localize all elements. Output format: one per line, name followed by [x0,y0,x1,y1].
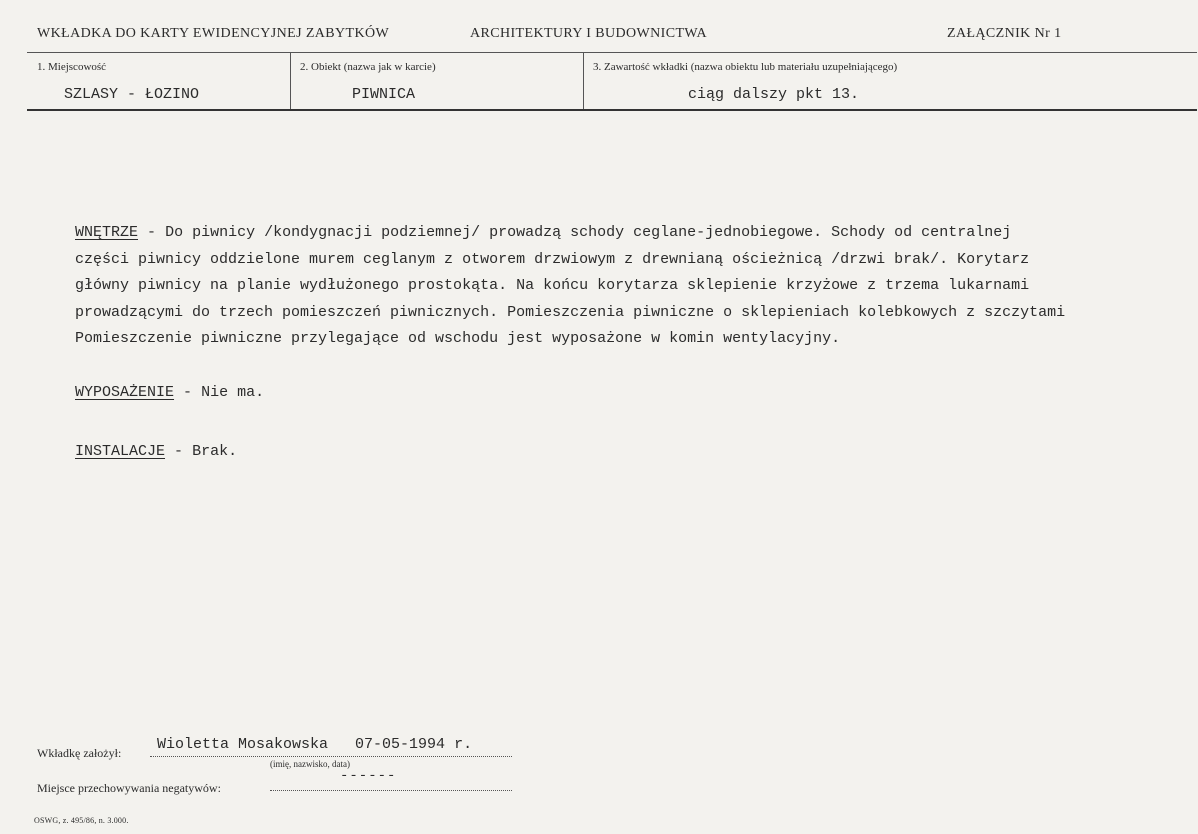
printer-imprint: OSWG, z. 495/86, n. 3.000. [34,816,129,825]
interior-line-5: Pomieszczenie piwniczne przylegające od wschodu jest wyposażone w komin wentylacyjny. [75,330,841,347]
object-label: 2. Obiekt (nazwa jak w karcie) [300,61,436,73]
installations-heading: INSTALACJE [75,443,166,460]
interior-heading: WNĘTRZE [75,224,139,241]
installations-section [75,443,237,460]
author-caption: (imię, nazwisko, data) [270,759,350,769]
negatives-value: ------ [340,768,397,784]
header-title: WKŁADKA DO KARTY EWIDENCYJNEJ ZABYTKÓW [37,26,390,41]
interior-dash: - [147,224,157,241]
locality-value: SZLASY - ŁOZINO [64,86,200,103]
equipment-section [75,384,264,401]
interior-line-2: części piwnicy oddzielone murem ceglanym z otworem drzwiowym z drewnianą ościeżnicą /drzwi brak/. Korytarz [75,250,1030,268]
interior-description [75,220,1198,353]
installations-dash: - [174,443,184,460]
interior-line-4: prowadzącymi do trzech pomieszczeń piwnicznych. Pomieszczenia piwniczne o sklepieniach kolebkowych z szczytami [75,303,1066,321]
negatives-label: Miejsce przechowywania negatywów: [37,781,221,795]
fields-rule [27,109,1197,111]
author-dotted-line [150,756,512,757]
installations-text: Brak. [192,443,238,460]
equipment-heading: WYPOSAŻENIE [75,384,175,401]
interior-line-1: WNĘTRZE - Do piwnicy /kondygnacji podziemnej/ prowadzą schody ceglane-jednobiegowe. Schody od centralnej [75,224,1012,241]
negatives-dotted-line [270,790,512,791]
field-divider-2 [583,53,584,110]
locality-label: 1. Miejscowość [37,61,107,73]
header-subtitle: ARCHITEKTURY I BUDOWNICTWA [470,26,707,41]
contents-value: ciąg dalszy pkt 13. [688,86,860,103]
author-date: 07-05-1994 r. [355,736,473,753]
equipment-dash: - [183,384,193,401]
object-value: PIWNICA [352,86,416,103]
field-divider-1 [290,53,291,110]
author-name: Wioletta Mosakowska [157,736,329,753]
author-signature [157,736,472,753]
equipment-text: Nie ma. [201,384,265,401]
author-label: Wkładkę założył: [37,746,122,760]
attachment-number: ZAŁĄCZNIK Nr 1 [947,26,1062,41]
interior-line-3: główny piwnicy na planie wydłużonego prostokąta. Na końcu korytarza sklepienie krzyżowe z trzema lukarnami [75,277,1030,294]
header-rule [27,52,1197,53]
contents-label: 3. Zawartość wkładki (nazwa obiektu lub materiału uzupełniającego) [593,61,898,73]
